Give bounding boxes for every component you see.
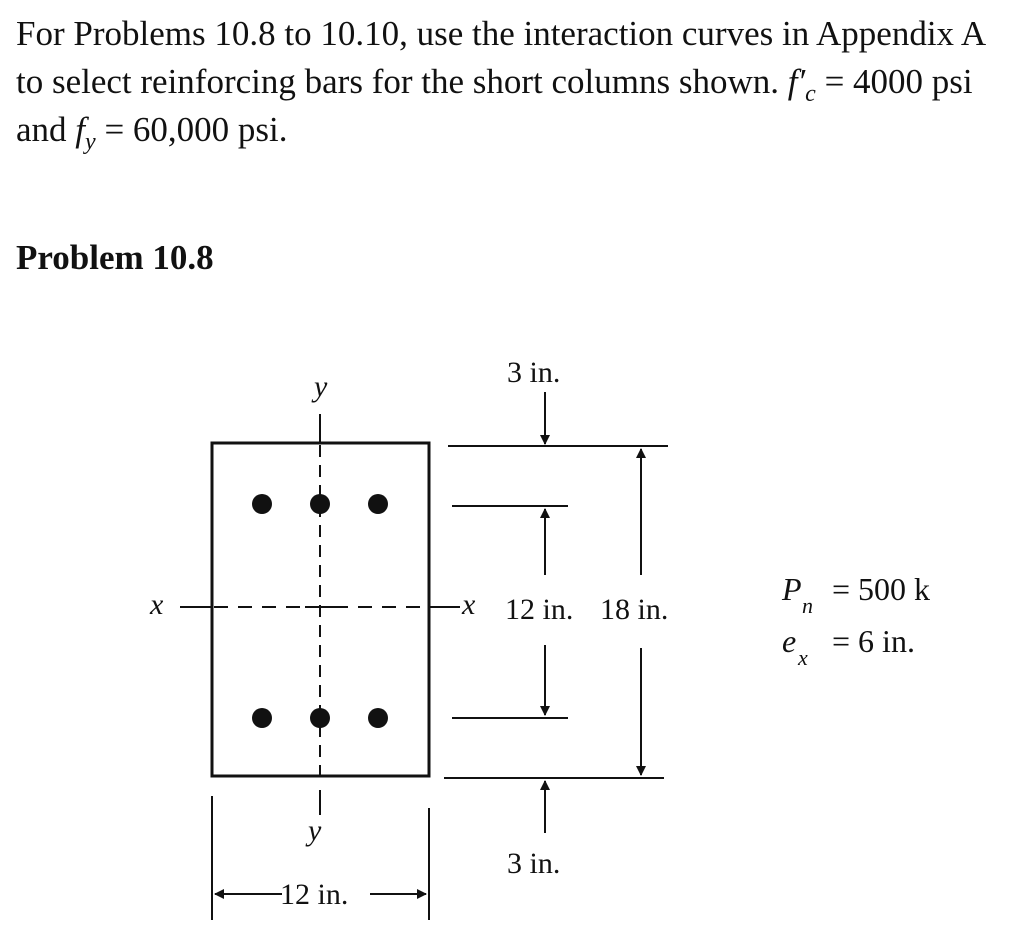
eccentricity-ex bbox=[782, 623, 915, 670]
ex-subscript: x bbox=[798, 645, 808, 670]
pn-subscript: n bbox=[802, 593, 813, 618]
fc-prime: ′ bbox=[797, 62, 806, 101]
problem-title: Problem 10.8 bbox=[16, 238, 214, 277]
fc-subscript: c bbox=[805, 81, 816, 107]
rebar-bottom-left bbox=[252, 708, 272, 728]
rebar-top-left bbox=[252, 494, 272, 514]
load-pn bbox=[781, 571, 930, 618]
width-label: 12 in. bbox=[280, 878, 349, 911]
axis-x-left-label: x bbox=[150, 588, 164, 621]
intro-text: For Problems 10.8 to 10.10, use the interaction curves in Appendix A to select reinforcing bars for the short columns shown. bbox=[16, 14, 985, 101]
rebar-bottom-center bbox=[310, 708, 330, 728]
axis-y-bottom-label: y bbox=[308, 814, 322, 847]
ex-symbol: e bbox=[782, 623, 797, 659]
total-depth-label: 18 in. bbox=[600, 593, 669, 626]
rebar-bottom-right bbox=[368, 708, 388, 728]
fy-subscript: y bbox=[85, 129, 96, 155]
axis-y-top-label: y bbox=[314, 370, 328, 403]
axis-x-right-label: x bbox=[462, 588, 476, 621]
fy-symbol: f bbox=[75, 110, 86, 149]
bar-spacing-label: 12 in. bbox=[505, 593, 574, 626]
rebar-top-center bbox=[310, 494, 330, 514]
fc-symbol: f bbox=[787, 62, 798, 101]
cover-top-label: 3 in. bbox=[507, 356, 561, 389]
fc-value: = 4000 psi and bbox=[16, 62, 973, 149]
rebar-top-right bbox=[368, 494, 388, 514]
fy-value: = 60,000 psi. bbox=[95, 110, 288, 149]
cover-bottom-label: 3 in. bbox=[507, 847, 561, 880]
pn-symbol: P bbox=[782, 571, 802, 607]
pn-value: = 500 k bbox=[832, 571, 931, 607]
ex-value: = 6 in. bbox=[832, 623, 915, 659]
